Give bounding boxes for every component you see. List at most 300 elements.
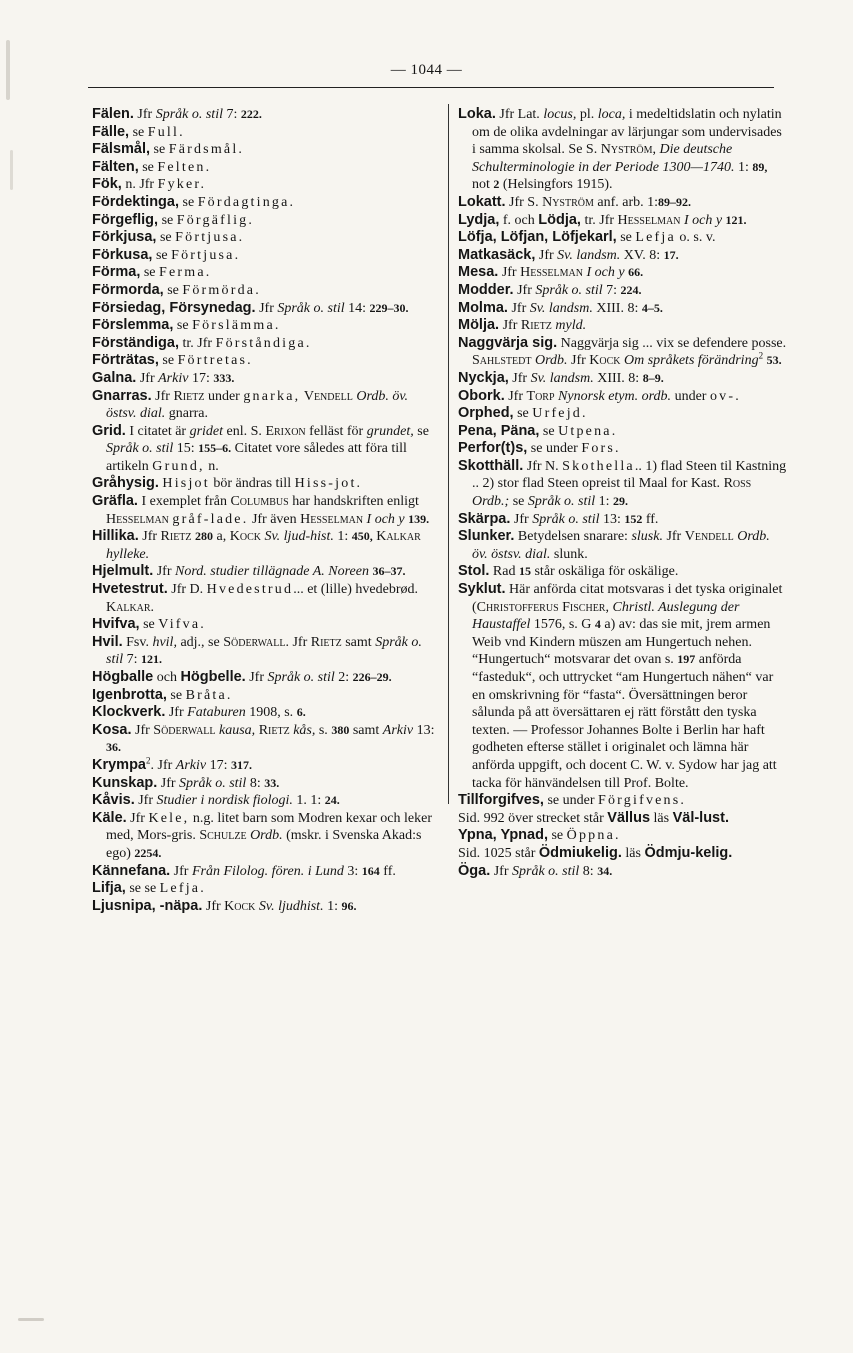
entry-headword: Fälle, — [92, 123, 130, 140]
dictionary-entry — [92, 792, 435, 810]
entry-text: Vendell — [684, 529, 734, 545]
entry-text: enl. S. — [223, 423, 266, 439]
entry-text: Sid. 1025 står — [458, 845, 539, 861]
entry-text: se — [150, 142, 169, 158]
entry-text: Öppna. — [566, 828, 621, 844]
entry-text: Ödmju-kelig. — [644, 844, 733, 861]
dictionary-entry — [92, 212, 435, 230]
entry-text: se — [163, 282, 183, 298]
entry-text: 6. — [296, 705, 306, 720]
entry-text: Förtretas. — [177, 353, 253, 369]
dictionary-entry — [458, 300, 788, 318]
dictionary-entry — [458, 827, 788, 845]
entry-text: Jfr — [202, 898, 225, 914]
dictionary-entry — [92, 159, 435, 177]
entry-text: läs — [621, 845, 645, 861]
dictionary-entry — [458, 792, 788, 810]
dictionary-entry — [92, 757, 435, 775]
dictionary-entry — [458, 212, 788, 230]
entry-text: Torp — [526, 388, 555, 404]
dictionary-entry — [458, 229, 788, 247]
entry-text: 96. — [341, 898, 357, 913]
entry-text: 8–9. — [642, 370, 664, 385]
entry-text: 34. — [597, 863, 613, 878]
dictionary-entry — [92, 863, 435, 881]
entry-text: Christofferus Fischer, — [476, 599, 609, 615]
dictionary-entry — [458, 810, 788, 828]
entry-text: Jfr — [255, 300, 278, 316]
right-column — [458, 106, 788, 880]
entry-headword: Skotthäll. — [458, 457, 524, 474]
entry-text: Full. — [147, 124, 185, 140]
dictionary-entry — [92, 493, 435, 528]
entry-text: se se — [125, 881, 160, 897]
column-divider — [448, 104, 449, 804]
entry-text: Jfr Lat. — [495, 107, 544, 122]
dictionary-entry — [92, 194, 435, 212]
entry-headword: Förständiga, — [92, 334, 180, 351]
entry-text: 380 — [331, 722, 350, 737]
entry-text: Språk o. stil — [277, 300, 345, 316]
entry-text: se — [129, 124, 148, 140]
entry-text: I och y — [586, 265, 625, 281]
entry-text: Jfr — [490, 863, 513, 879]
dictionary-entry — [458, 106, 788, 194]
entry-text: gnarra. — [165, 406, 209, 422]
entry-text: och — [153, 670, 181, 685]
entry-headword: Fök, — [92, 176, 122, 193]
entry-text: Kalkar — [376, 529, 421, 545]
entry-headword: Lydja, — [458, 211, 500, 228]
entry-text: Jfr — [510, 511, 533, 527]
dictionary-entry — [92, 687, 435, 705]
entry-text: I och y — [366, 511, 405, 527]
entry-text: 2: — [334, 670, 353, 685]
entry-text: f. och — [499, 212, 539, 228]
entry-text: Fyker. — [157, 177, 207, 193]
entry-text: Grund, — [152, 458, 205, 474]
entry-headword: Förkusa, — [92, 246, 153, 263]
entry-text: 222. — [240, 107, 262, 121]
entry-text: Lödja, — [538, 211, 581, 228]
entry-headword: Mesa. — [458, 264, 499, 281]
dictionary-entry — [458, 863, 788, 881]
entry-text: n.g. litet barn som Modren kexar och leker med, Mors-gris. — [106, 810, 432, 844]
entry-text: se — [179, 194, 198, 210]
entry-text: Jfr — [133, 107, 156, 122]
entry-text: under — [204, 388, 244, 404]
entry-text: Väl-lust. — [672, 809, 729, 826]
entry-text: Jfr — [153, 564, 176, 580]
entry-headword: Fälten, — [92, 158, 139, 175]
entry-text: Sv. ljud-hist. — [264, 529, 334, 545]
entry-text: Språk o. stil — [155, 107, 223, 122]
entry-text: Jfr — [499, 318, 521, 334]
entry-text: Hesselman — [520, 265, 583, 281]
dictionary-entry — [92, 352, 435, 370]
entry-headword: Hjelmult. — [92, 563, 154, 580]
entry-text: Språk o. stil — [532, 511, 600, 527]
entry-text: Arkiv — [382, 722, 414, 738]
entry-text: Jfr även — [248, 511, 301, 527]
entry-text: Ordb. öv. östsv. dial. — [106, 388, 409, 422]
entry-text: 1: — [323, 898, 342, 914]
entry-headword: Kåvis. — [92, 792, 135, 809]
entry-text: Sv. landsm. — [557, 247, 621, 263]
scan-speck — [10, 150, 13, 190]
entry-text: Hisjot — [162, 476, 210, 492]
entry-text: n. — [204, 458, 219, 474]
dictionary-entry — [92, 898, 435, 916]
header-rule — [88, 87, 774, 88]
entry-headword: Klockverk. — [92, 704, 166, 721]
entry-text: 33. — [264, 775, 280, 790]
dictionary-entry — [92, 247, 435, 265]
entry-text: ff. — [379, 863, 396, 879]
scan-speck — [6, 40, 10, 100]
entry-text: Vällus — [607, 809, 651, 826]
entry-headword: Förträtas, — [92, 352, 159, 369]
entry-headword: Lokatt. — [458, 193, 506, 210]
entry-text: se — [158, 353, 178, 369]
entry-text: Sv. ljudhist. — [258, 898, 324, 914]
entry-text: se — [152, 247, 172, 263]
entry-text: Ordb. — [250, 828, 283, 844]
entry-text: Ordb. — [534, 353, 568, 369]
entry-text: 450, — [351, 529, 373, 544]
entry-text: se — [140, 265, 160, 281]
entry-headword: Krympa — [92, 756, 146, 773]
entry-text: Förmörda. — [182, 282, 261, 298]
entry-text: (mskr. i Svenska Akad:s ego) — [106, 828, 422, 861]
entry-headword: Käle. — [92, 809, 127, 826]
entry-text: Jfr — [134, 793, 157, 809]
entry-text: Arkiv — [158, 370, 189, 386]
entry-text: samt — [349, 722, 383, 738]
entry-text: 29. — [613, 494, 629, 509]
entry-text: Ordb.; — [472, 494, 510, 510]
entry-text: ov-. — [709, 388, 741, 404]
entry-text: 66. — [628, 265, 644, 280]
entry-text: 36–37. — [372, 564, 406, 579]
entry-text: gråf-lade. — [172, 511, 249, 527]
entry-text: grundet, — [366, 423, 414, 439]
entry-text: se — [513, 406, 533, 422]
entry-text: Jfr N. — [523, 458, 563, 474]
dictionary-entry — [92, 229, 435, 247]
entry-text: Naggvärja sig ... vix se defendere posse. — [557, 335, 787, 351]
entry-text: Skothella — [562, 458, 635, 474]
entry-text: 7: — [602, 282, 621, 298]
dictionary-entry — [92, 810, 435, 863]
entry-text: se under — [527, 441, 582, 457]
entry-headword: Modder. — [458, 281, 514, 298]
entry-text: Söderwall — [153, 722, 216, 738]
entry-headword: Ljusnipa, -näpa. — [92, 897, 203, 914]
dictionary-entry — [92, 106, 435, 124]
entry-text: 1: — [734, 159, 753, 175]
entry-text: 2 — [146, 755, 151, 766]
entry-text: Hesselman — [106, 511, 169, 527]
entry-text: se under — [543, 793, 598, 809]
entry-text: 121. — [141, 652, 163, 667]
entry-text: 1: — [333, 529, 352, 545]
entry-text: (Helsingfors 1915). — [499, 177, 613, 193]
entry-text: Nyström, — [600, 142, 657, 158]
entry-text: har handskriften enligt — [288, 494, 419, 510]
entry-text: i medeltidslatin och nylatin om de olika avdelningar av lärjungar som undervisades i samma skolsal. Se S. — [472, 107, 782, 158]
entry-text: gridet — [189, 423, 224, 439]
dictionary-entry — [458, 282, 788, 300]
entry-text: Språk o. stil — [527, 494, 596, 510]
entry-headword: Lifja, — [92, 880, 126, 897]
entry-text: under — [671, 388, 710, 404]
entry-text: s. — [315, 722, 332, 738]
entry-headword: Förmorda, — [92, 281, 164, 298]
entry-text: tr. Jfr — [580, 212, 618, 228]
entry-text: Språk o. stil — [179, 775, 247, 791]
entry-text: locus, — [543, 107, 577, 122]
entry-text: Studier i nordisk fiologi. — [156, 793, 293, 809]
entry-text: Erixon — [265, 423, 306, 439]
entry-text: se — [173, 318, 193, 334]
entry-text: Lefja — [635, 230, 676, 246]
entry-text: Jfr — [498, 265, 521, 281]
scan-speck — [18, 1318, 44, 1321]
entry-text: kås, — [293, 722, 316, 738]
entry-text: kausa, — [219, 722, 256, 738]
entry-text: a, — [213, 529, 230, 545]
entry-text: Sahlstedt — [472, 353, 532, 369]
entry-text: Jfr — [138, 529, 161, 545]
entry-text: hylleke. — [106, 546, 150, 562]
entry-text: Jfr — [535, 247, 558, 263]
entry-text: 17: — [206, 757, 231, 773]
entry-text: 4 — [594, 617, 601, 632]
entry-text: Jfr D. — [167, 582, 207, 598]
entry-text: Vendell — [303, 388, 353, 404]
entry-headword: Förgeflig, — [92, 211, 159, 228]
entry-text: 7: — [123, 652, 142, 668]
entry-text: Jfr — [508, 370, 531, 386]
entry-text: Kele, — [148, 810, 190, 826]
entry-text: 1576, s. G — [530, 617, 595, 633]
entry-headword: Öga. — [458, 862, 491, 879]
entry-headword: Nyckja, — [458, 369, 509, 386]
entry-text: Språk o. stil — [106, 634, 422, 668]
entry-text: 15 — [518, 564, 531, 579]
entry-text: 139. — [408, 511, 430, 526]
dictionary-entry — [458, 317, 788, 335]
entry-text: Här anförda citat motsvaras i det tyska originalet ( — [472, 582, 783, 615]
entry-text: anförda “fasteduk“, och uttrycket “am Hungertuch nähen“ var en omskrivning för “fasta“. Översättningen beror sålunda på att översättaren ej rätt förstått den tyska texten. — Professor Johannes Bolte i Berlin har haft godheten efterse stället i originalet och lämna här anförda uppgift, och docent C. W. v. Sydow har jag att tacka för hänvändelsen till Prof. Bolte. — [472, 652, 777, 791]
entry-text: 317. — [231, 757, 252, 772]
entry-headword: Stol. — [458, 563, 490, 580]
entry-text: pl. — [576, 107, 598, 122]
entry-headword: Försiedag, Försynedag. — [92, 299, 256, 316]
entry-text: loca, — [597, 107, 626, 122]
dictionary-entry — [92, 370, 435, 388]
dictionary-entry — [92, 634, 435, 669]
entry-headword: Loka. — [458, 106, 496, 122]
dictionary-entry — [92, 176, 435, 194]
entry-text: o. s. v. — [675, 230, 716, 246]
entry-text: Jfr — [288, 634, 311, 650]
entry-text: Rad — [489, 564, 519, 580]
entry-text: Jfr — [567, 353, 590, 369]
entry-text: 4–5. — [641, 300, 663, 315]
entry-text: Fördagtinga. — [197, 194, 296, 210]
dictionary-entry — [458, 845, 788, 863]
entry-text: slusk. — [631, 529, 663, 545]
entry-text: se — [166, 687, 186, 703]
entry-text: se — [547, 828, 567, 844]
entry-text: I och y — [683, 212, 723, 228]
entry-text: Nyström — [542, 194, 594, 210]
entry-text: se — [509, 494, 528, 510]
entry-headword: Syklut. — [458, 581, 506, 598]
entry-text: 17: — [188, 370, 214, 386]
entry-headword: Grid. — [92, 422, 126, 439]
entry-text: 8: — [246, 775, 265, 791]
entry-text: Förslämma. — [192, 318, 281, 334]
entry-text: adj., se — [176, 634, 224, 650]
entry-headword: Hvil. — [92, 633, 123, 650]
entry-text: Hesselman — [617, 212, 681, 228]
entry-text: Förgäflig. — [176, 212, 255, 228]
entry-text: 89–92. — [658, 194, 692, 209]
dictionary-entry — [92, 669, 435, 687]
entry-text: Kock — [224, 898, 256, 914]
entry-text: 197 — [677, 652, 696, 667]
entry-headword: Mölja. — [458, 317, 500, 334]
entry-headword: Perfor(t)s, — [458, 440, 528, 457]
entry-text: 224. — [620, 282, 642, 297]
entry-text: 229–30. — [369, 300, 409, 315]
page-number: — 1044 — — [390, 62, 463, 78]
entry-text: se — [413, 423, 429, 439]
entry-text: 17. — [663, 247, 679, 262]
dictionary-entry — [92, 616, 435, 634]
entry-text: se — [138, 159, 158, 175]
entry-text: 2 — [758, 350, 764, 361]
entry-text: Färdsmål. — [168, 142, 245, 158]
dictionary-entry — [92, 722, 435, 757]
entry-text: läs — [650, 810, 673, 826]
entry-text: 1. 1: — [292, 793, 325, 809]
entry-headword: Förma, — [92, 264, 141, 281]
entry-text: Språk o. stil — [267, 670, 335, 685]
dictionary-entry — [92, 388, 435, 423]
entry-text: Rietz — [173, 388, 205, 404]
entry-text: Förgifvens. — [598, 793, 687, 809]
entry-text: 1908, s. — [245, 705, 297, 721]
entry-text: se — [156, 230, 176, 246]
dictionary-entry — [92, 704, 435, 722]
entry-headword: Igenbrotta, — [92, 686, 167, 703]
entry-text: 2254. — [134, 845, 162, 860]
entry-text: Fataburen — [187, 705, 246, 721]
dictionary-entry — [458, 511, 788, 529]
entry-text: Jfr — [131, 722, 154, 738]
entry-text: bör ändras till — [209, 476, 295, 492]
entry-text: Felten. — [157, 159, 212, 175]
entry-headword: Fälsmål, — [92, 141, 151, 158]
entry-text: Die deutsche Schulterminologie in der Periode 1300—1740. — [472, 142, 735, 175]
dictionary-entry — [92, 581, 435, 616]
entry-headword: Hvifva, — [92, 616, 140, 633]
dictionary-entry — [458, 370, 788, 388]
entry-text: Kock — [229, 529, 261, 545]
dictionary-entry — [92, 475, 435, 493]
entry-text: Jfr — [165, 705, 188, 721]
entry-text: 13: — [599, 511, 625, 527]
entry-text: .. 1) flad Steen til Kastning .. 2) stor flad Steen opreist til Maal for Kast. — [472, 458, 787, 492]
entry-text: Hiss-jot. — [294, 476, 363, 492]
entry-text: Fsv. — [122, 634, 153, 650]
dictionary-entry — [92, 335, 435, 353]
entry-text: 2 — [493, 177, 500, 192]
entry-text: Förståndiga. — [215, 335, 312, 351]
entry-text: slunk. — [550, 546, 588, 562]
entry-headword: Slunker. — [458, 528, 515, 545]
entry-headword: Löfja, Löfjan, Löfjekarl, — [458, 229, 617, 246]
entry-text: Hesselman — [300, 511, 364, 527]
entry-text: Förtjusa. — [171, 247, 241, 263]
entry-text: 13: — [413, 722, 435, 738]
entry-text: Jfr — [151, 388, 174, 404]
entry-text: Lefja. — [159, 881, 206, 897]
entry-text: XIII. 8: — [592, 300, 642, 316]
entry-text: Rietz — [520, 318, 552, 334]
entry-headword: Ypna, Ypnad, — [458, 827, 548, 844]
entry-headword: Hillika. — [92, 528, 139, 545]
dictionary-entry — [458, 423, 788, 441]
entry-text: Kalkar. — [106, 599, 155, 615]
entry-headword: Förslemma, — [92, 317, 174, 334]
dictionary-entry — [92, 124, 435, 142]
entry-text: 333. — [213, 370, 235, 385]
entry-text: Sid. 992 över strecket står — [458, 810, 608, 826]
entry-text: 121. — [725, 212, 747, 227]
entry-text: I citatet är — [125, 423, 190, 439]
entry-text: Jfr — [170, 863, 192, 879]
entry-headword: Obork. — [458, 387, 505, 404]
entry-text: Christl. Auslegung der Haustaffel — [472, 599, 740, 633]
entry-headword: Hvetestrut. — [92, 581, 168, 598]
dictionary-entry — [92, 317, 435, 335]
entry-text: 1: — [595, 494, 614, 510]
entry-text: Jfr — [126, 810, 149, 826]
entry-text: Sv. landsm. — [530, 370, 594, 386]
entry-text: Rietz — [258, 722, 290, 738]
entry-headword: Skärpa. — [458, 510, 511, 527]
entry-text: Högbelle. — [180, 669, 246, 685]
entry-text: XV. 8: — [620, 247, 664, 263]
dictionary-entry — [92, 423, 435, 476]
entry-text: 155–6. — [198, 441, 232, 456]
entry-text: Nynorsk etym. ordb. — [558, 388, 672, 404]
entry-text: 152 — [624, 511, 643, 526]
dictionary-entry — [458, 335, 788, 370]
entry-text: ff. — [642, 511, 659, 527]
entry-text: se — [158, 212, 177, 228]
entry-text: Fors. — [581, 441, 621, 457]
entry-text: Jfr — [507, 300, 530, 316]
entry-text: Jfr S. — [505, 194, 543, 210]
entry-text: Söderwall. — [223, 634, 289, 650]
entry-text: Kock — [589, 353, 621, 369]
